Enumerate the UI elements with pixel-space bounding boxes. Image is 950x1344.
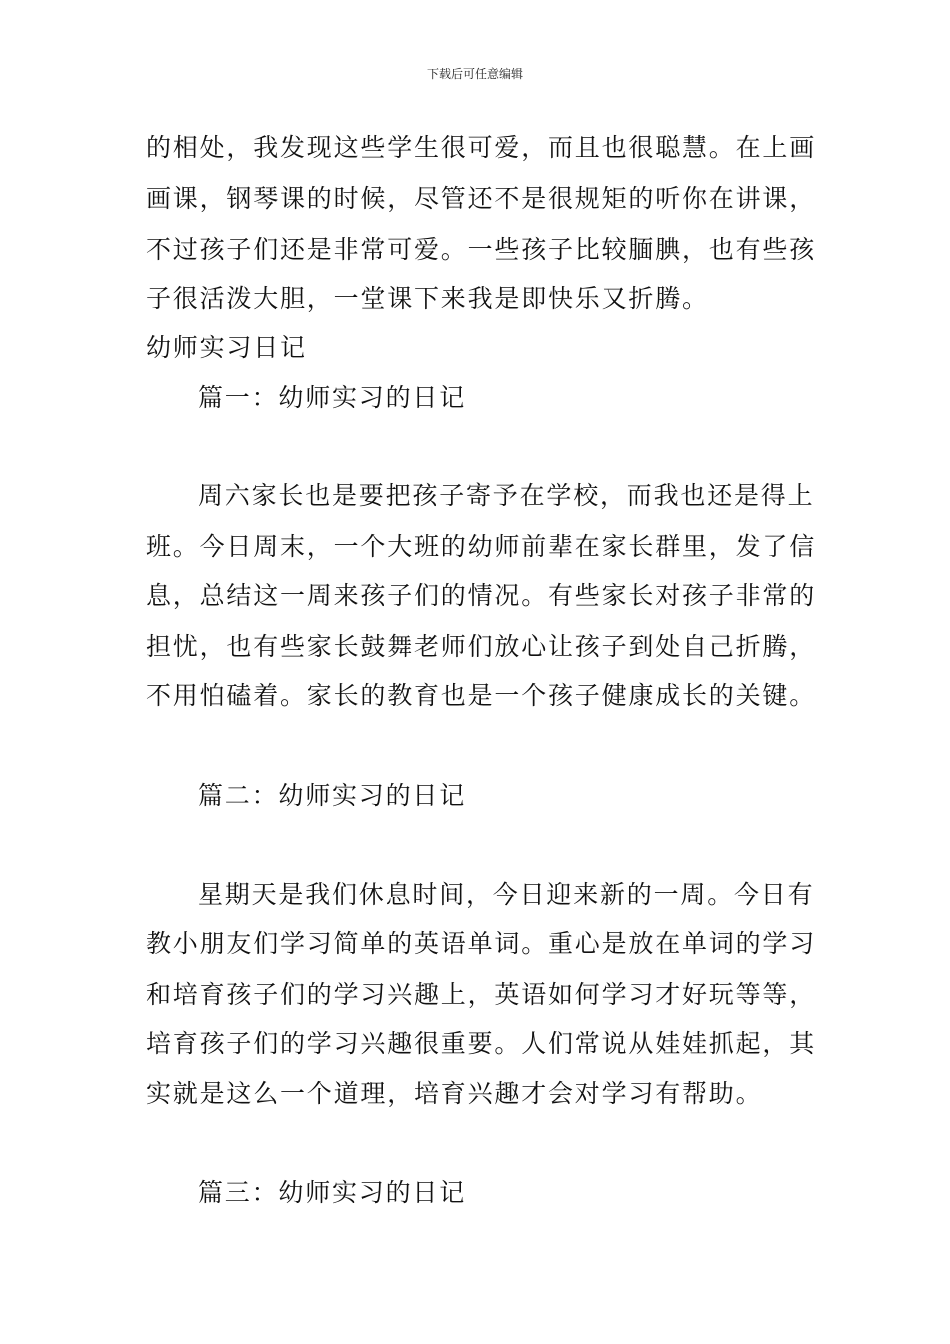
intro-line-3: 不过孩子们还是非常可爱。一些孩子比较腼腆，也有些孩 bbox=[146, 235, 817, 264]
section-1-line-3: 息，总结这一周来孩子们的情况。有些家长对孩子非常的 bbox=[146, 581, 817, 610]
document-title: 幼师实习日记 bbox=[146, 333, 307, 362]
section-1-line-5: 不用怕磕着。家长的教育也是一个孩子健康成长的关键。 bbox=[146, 681, 817, 710]
section-2-line-5: 实就是这么一个道理，培育兴趣才会对学习有帮助。 bbox=[146, 1079, 763, 1108]
section-2-line-4: 培育孩子们的学习兴趣很重要。人们常说从娃娃抓起，其 bbox=[146, 1029, 817, 1058]
section-1-line-4: 担忧，也有些家长鼓舞老师们放心让孩子到处自己折腾， bbox=[146, 632, 817, 661]
section-2-line-3: 和培育孩子们的学习兴趣上，英语如何学习才好玩等等， bbox=[146, 980, 817, 1009]
section-2-line-2: 教小朋友们学习简单的英语单词。重心是放在单词的学习 bbox=[146, 929, 817, 958]
section-1-line-1: 周六家长也是要把孩子寄予在学校，而我也还是得上 bbox=[198, 481, 815, 510]
intro-line-2: 画课，钢琴课的时候，尽管还不是很规矩的听你在讲课， bbox=[146, 184, 817, 213]
section-heading-3: 篇三：幼师实习的日记 bbox=[198, 1178, 467, 1207]
intro-line-4: 子很活泼大胆，一堂课下来我是即快乐又折腾。 bbox=[146, 284, 709, 313]
section-1-line-2: 班。今日周末，一个大班的幼师前辈在家长群里，发了信 bbox=[146, 532, 817, 561]
section-2-line-1: 星期天是我们休息时间，今日迎来新的一周。今日有 bbox=[198, 880, 815, 909]
intro-line-1: 的相处，我发现这些学生很可爱，而且也很聪慧。在上画 bbox=[146, 133, 817, 162]
section-heading-2: 篇二：幼师实习的日记 bbox=[198, 781, 467, 810]
page-header-note: 下载后可任意编辑 bbox=[426, 67, 523, 81]
section-heading-1: 篇一：幼师实习的日记 bbox=[198, 383, 467, 412]
